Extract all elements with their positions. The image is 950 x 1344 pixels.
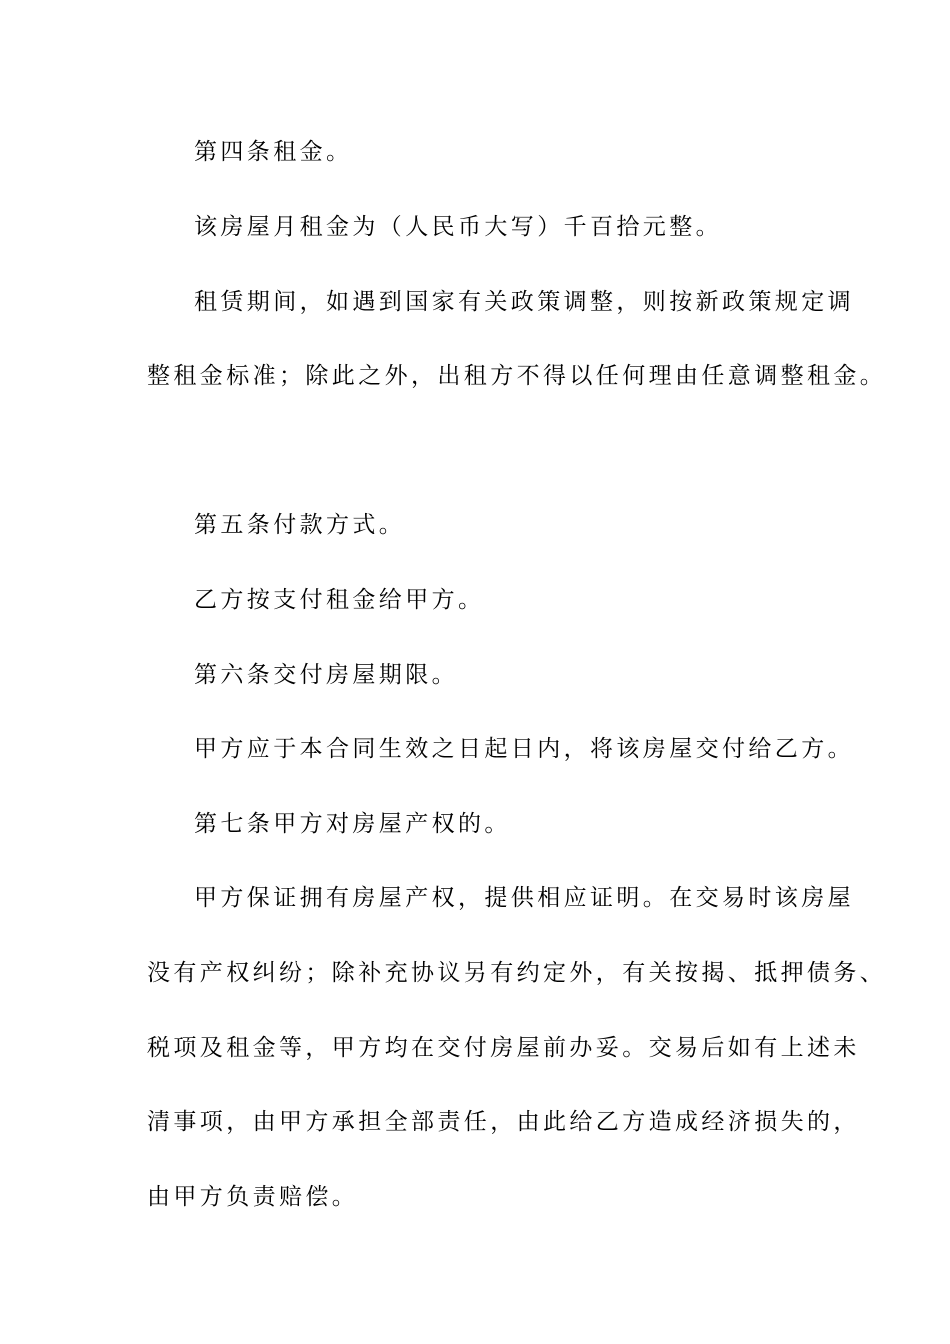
paragraph-line: 由甲方负责赔偿。: [147, 1184, 359, 1210]
paragraph-line: 甲方应于本合同生效之日起日内，将该房屋交付给乙方。: [194, 736, 854, 762]
article-5-heading: 第五条付款方式。: [194, 512, 406, 538]
paragraph-line: 整租金标准；除此之外，出租方不得以任何理由任意调整租金。: [147, 363, 887, 389]
article-7-heading: 第七条甲方对房屋产权的。: [194, 811, 511, 837]
paragraph-line: 该房屋月租金为（人民币大写）千百拾元整。: [194, 214, 722, 240]
paragraph-line: 甲方保证拥有房屋产权，提供相应证明。在交易时该房屋: [194, 885, 854, 911]
paragraph-line: 没有产权纠纷；除补充协议另有约定外，有关按揭、抵押债务、: [147, 960, 887, 986]
paragraph-line: 租赁期间，如遇到国家有关政策调整，则按新政策规定调: [194, 289, 854, 315]
paragraph-line: 税项及租金等，甲方均在交付房屋前办妥。交易后如有上述未: [147, 1035, 860, 1061]
article-4-heading: 第四条租金。: [194, 139, 353, 165]
paragraph-line: 乙方按支付租金给甲方。: [194, 587, 485, 613]
paragraph-line: 清事项，由甲方承担全部责任，由此给乙方造成经济损失的，: [147, 1109, 860, 1135]
article-6-heading: 第六条交付房屋期限。: [194, 662, 458, 688]
